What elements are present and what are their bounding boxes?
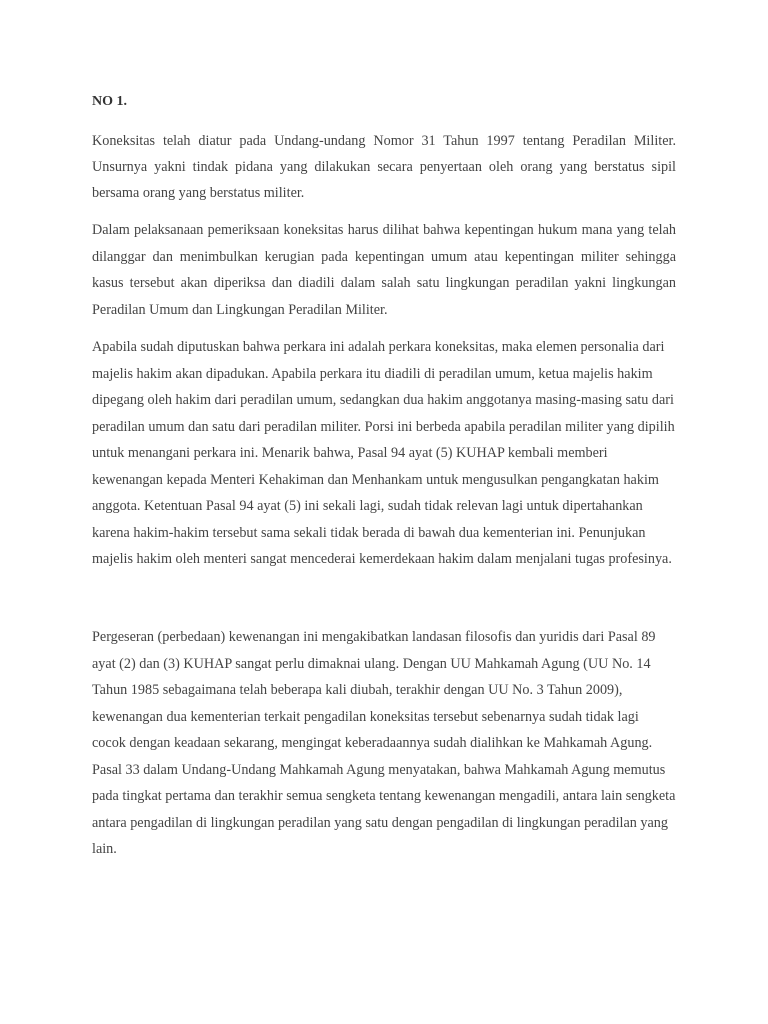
paragraph-koneksitas-definition: Koneksitas telah diatur pada Undang-undang Nomor 31 Tahun 1997 tentang Peradilan Militer. Unsurnya yakni tindak pidana yang dilakukan secara penyertaan oleh orang yang berstatus sipil bersama orang yang berstatus militer. [92, 133, 676, 201]
paragraph-pergeseran-kewenangan: Pergeseran (perbedaan) kewenangan ini mengakibatkan landasan filosofis dan yuridis dari Pasal 89 ayat (2) dan (3) KUHAP sangat perlu dimaknai ulang. Dengan UU Mahkamah Agung (UU No. 14 Tahun 1985 sebagaimana telah beberapa kali diubah, terakhir dengan UU No. 3 Tahun 2009), kewenangan dua kementerian terkait pengadilan koneksitas tersebut sebenarnya sudah tidak lagi cocok dengan keadaan sekarang, mengingat keberadaannya sudah dialihkan ke Mahkamah Agung. Pasal 33 dalam Undang-Undang Mahkamah Agung menyatakan, bahwa Mahkamah Agung memutus pada tingkat pertama dan terakhir semua sengketa tentang kewenangan mengadili, antara lain sengketa antara pengadilan di lingkungan peradilan yang satu dengan pengadilan di lingkungan peradilan yang lain. [92, 629, 676, 857]
paragraph-pemeriksaan-koneksitas: Dalam pelaksanaan pemeriksaan koneksitas harus dilihat bahwa kepentingan hukum mana yang telah dilanggar dan menimbulkan kerugian pada kepentingan umum atau kepentingan militer sehingga kasus tersebut akan diperiksa dan diadili dalam salah satu lingkungan peradilan yakni lingkungan Peradilan Umum dan Lingkungan Peradilan Militer. [92, 222, 676, 318]
section-heading: NO 1. [92, 94, 127, 109]
paragraph-majelis-hakim: Apabila sudah diputuskan bahwa perkara ini adalah perkara koneksitas, maka elemen personalia dari majelis hakim akan dipadukan. Apabila perkara itu diadili di peradilan umum, ketua majelis hakim dipegang oleh hakim dari peradilan umum, sedangkan dua hakim anggotanya masing-masing satu dari peradilan umum dan satu dari peradilan militer. Porsi ini berbeda apabila peradilan militer yang dipilih untuk menangani perkara ini. Menarik bahwa, Pasal 94 ayat (5) KUHAP kembali memberi kewenangan kepada Menteri Kehakiman dan Menhankam untuk mengusulkan pengangkatan hakim anggota. Ketentuan Pasal 94 ayat (5) ini sekali lagi, sudah tidak relevan lagi untuk dipertahankan karena hakim-hakim tersebut sama sekali tidak berada di bawah dua kementerian ini. Penunjukan majelis hakim oleh menteri sangat mencederai kemerdekaan hakim dalam menjalani tugas profesinya. [92, 339, 675, 567]
